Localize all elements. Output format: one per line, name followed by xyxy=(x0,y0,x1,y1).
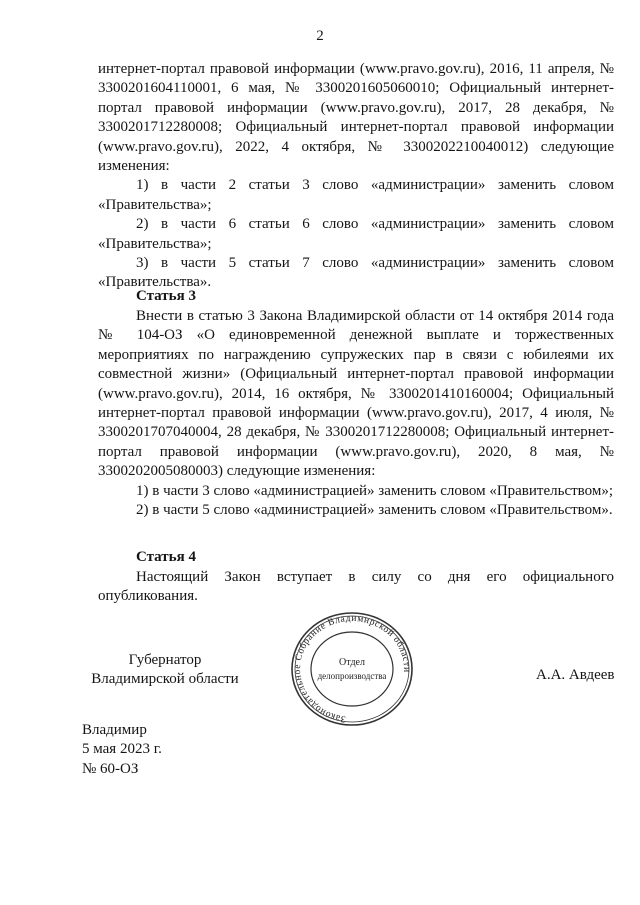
list-item: 2) в части 5 слово «администрацией» заменить словом «Правительством». xyxy=(136,502,613,519)
list-item: 2) в части 6 статьи 6 слово «администрации» заменить словом «Правительства»; xyxy=(98,216,614,252)
city: Владимир xyxy=(82,722,147,738)
stamp-inner-line2: делопроизводства xyxy=(317,671,387,681)
law-number: № 60-ОЗ xyxy=(82,760,139,777)
signatory-name: А.А. Авдеев xyxy=(536,667,615,683)
article3-text: Внести в статью 3 Закона Владимирской области от 14 октября 2014 года № 104-ОЗ «О единовременной денежной выплате и торжественных мероприятиях по награждению супружеских пар в связи с юбилеями их совместной жизни» (Официальный интернет-портал правовой информации (www.pravo.gov.ru), 2014, 16 октября, № 3300201410160004; Официальный интернет-портал правовой информации (www.pravo.gov.ru), 2017, 4 июля, № 3300201707040004, 28 декабря, № 3300201712280008; Официальный интернет-портал правовой информации (www.pravo.gov.ru), 2020, 8 мая, № 3300202005080003) следующие изменения: xyxy=(98,308,614,480)
page-number: 2 xyxy=(316,28,324,44)
region-title: Владимирской области xyxy=(91,671,239,688)
list-item: 3) в части 5 статьи 7 слово «администрации» заменить словом «Правительства». xyxy=(98,255,614,291)
article2-body xyxy=(98,60,614,293)
intro-paragraph: интернет-портал правовой информации (www.pravo.gov.ru), 2016, 11 апреля, № 3300201604110001, 6 мая, № 3300201605060010; Официальный интернет-портал правовой информации (www.pravo.gov.ru), 2017, 28 декабря, № 3300201712280008; Официальный интернет-портал правовой информации (www.pravo.gov.ru), 2022, 4 октября, № 3300202210040012) следующие изменения: xyxy=(98,61,614,175)
governor-title: Губернатор xyxy=(128,652,202,668)
place-date-block xyxy=(82,721,162,779)
list-item: 1) в части 3 слово «администрацией» заменить словом «Правительством»; xyxy=(136,482,614,499)
official-stamp xyxy=(284,607,420,731)
stamp-inner-line1: Отдел xyxy=(339,657,365,668)
list-item: 1) в части 2 статьи 3 слово «администрации» заменить словом «Правительства»; xyxy=(98,177,614,213)
article3-body xyxy=(98,307,614,520)
article4-heading: Статья 4 xyxy=(136,549,196,565)
article4-body xyxy=(98,568,614,607)
law-date: 5 мая 2023 г. xyxy=(82,741,162,758)
signature-title xyxy=(80,651,250,690)
article3-heading: Статья 3 xyxy=(136,288,196,304)
article4-text: Настоящий Закон вступает в силу со дня его официального опубликования. xyxy=(98,569,614,605)
stamp-outer-text: Законодательное Собрание Владимирской области xyxy=(292,613,412,724)
